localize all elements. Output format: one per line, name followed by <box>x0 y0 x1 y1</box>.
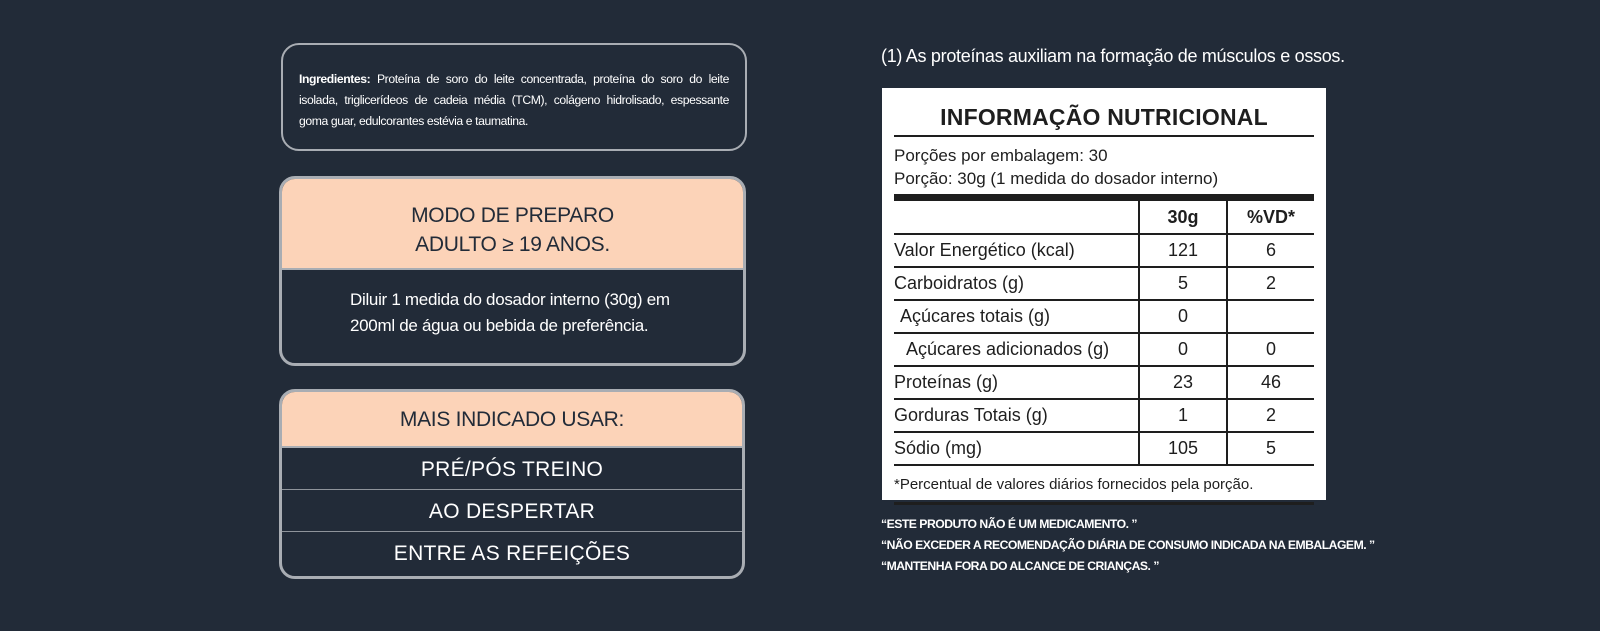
nutrient-vd: 2 <box>1227 267 1314 300</box>
usage-item-ao-despertar: AO DESPERTAR <box>282 490 742 532</box>
header-empty-cell <box>894 201 1139 234</box>
nutrient-table <box>894 201 1314 466</box>
nutrition-facts-table <box>882 88 1326 500</box>
table-row <box>894 366 1314 399</box>
preparation-card <box>279 176 746 366</box>
ingredients-text <box>299 69 729 132</box>
header-amount: 30g <box>1139 201 1227 234</box>
warning-daily-limit: “NÃO EXCEDER A RECOMENDAÇÃO DIÁRIA DE CONSUMO INDICADA NA EMBALAGEM. ” <box>881 538 1375 552</box>
preparation-instructions <box>282 270 743 339</box>
preparation-title: MODO DE PREPARO <box>411 204 614 227</box>
usage-item-entre-refeicoes: ENTRE AS REFEIÇÕES <box>393 542 631 565</box>
warning-children: “MANTENHA FORA DO ALCANCE DE CRIANÇAS. ” <box>881 559 1159 573</box>
nutrient-vd: 6 <box>1227 234 1314 267</box>
nutrient-label: Carboidratos (g) <box>894 267 1139 300</box>
thick-divider <box>894 194 1314 201</box>
bottom-divider <box>894 502 1314 505</box>
portion-size: Porção: 30g (1 medida do dosador interno) <box>894 169 1219 188</box>
nutrient-amount: 121 <box>1139 234 1227 267</box>
usage-item-pre-pos-treino: PRÉ/PÓS TREINO <box>282 448 742 490</box>
header-vd: %VD* <box>1227 201 1314 234</box>
nutrient-label: Açúcares totais (g) <box>894 300 1139 333</box>
preparation-line-2: 200ml de água ou bebida de preferência. <box>350 316 649 335</box>
table-row <box>894 234 1314 267</box>
portion-info <box>894 137 1314 194</box>
usage-card <box>279 389 745 579</box>
legal-warnings <box>881 514 1375 577</box>
nutrient-amount: 1 <box>1139 399 1227 432</box>
preparation-header <box>282 179 743 270</box>
nutrient-vd: 46 <box>1227 366 1314 399</box>
nutrient-amount: 5 <box>1139 267 1227 300</box>
table-row <box>894 267 1314 300</box>
preparation-line-1: Diluir 1 medida do dosador interno (30g) em <box>350 290 670 309</box>
warning-not-medicine: “ESTE PRODUTO NÃO É UM MEDICAMENTO. ” <box>881 517 1137 531</box>
nutrient-amount: 0 <box>1139 300 1227 333</box>
table-header-row <box>894 201 1314 234</box>
nutrient-label: Proteínas (g) <box>894 366 1139 399</box>
nutrient-vd <box>1227 300 1314 333</box>
preparation-subtitle: ADULTO ≥ 19 ANOS. <box>415 233 610 256</box>
ingredients-list: Proteína de soro do leite concentrada, proteína do soro do leite isolada, triglicerídeos de cadeia média (TCM), colágeno hidrolisado, espessante goma guar, edulcorantes estévia e taumatina. <box>299 72 729 128</box>
table-row <box>894 399 1314 432</box>
nutrient-amount: 105 <box>1139 432 1227 465</box>
table-row <box>894 300 1314 333</box>
table-row <box>894 333 1314 366</box>
nutrient-vd: 0 <box>1227 333 1314 366</box>
protein-claim: (1) As proteínas auxiliam na formação de músculos e ossos. <box>881 46 1345 66</box>
nutrient-label: Açúcares adicionados (g) <box>894 333 1139 366</box>
ingredients-label: Ingredientes: <box>299 72 371 86</box>
nutrient-label: Valor Energético (kcal) <box>894 234 1139 267</box>
nutrition-title: INFORMAÇÃO NUTRICIONAL <box>940 104 1268 130</box>
nutrient-vd: 5 <box>1227 432 1314 465</box>
nutrient-vd: 2 <box>1227 399 1314 432</box>
nutrient-label: Sódio (mg) <box>894 432 1139 465</box>
nutrient-label: Gorduras Totais (g) <box>894 399 1139 432</box>
nutrient-amount: 0 <box>1139 333 1227 366</box>
ingredients-box <box>281 43 747 151</box>
portions-per-pack: Porções por embalagem: 30 <box>894 146 1108 165</box>
nutrition-footnote: *Percentual de valores diários fornecidos pela porção. <box>894 476 1254 493</box>
table-row <box>894 432 1314 465</box>
nutrient-amount: 23 <box>1139 366 1227 399</box>
usage-title: MAIS INDICADO USAR: <box>282 392 742 448</box>
